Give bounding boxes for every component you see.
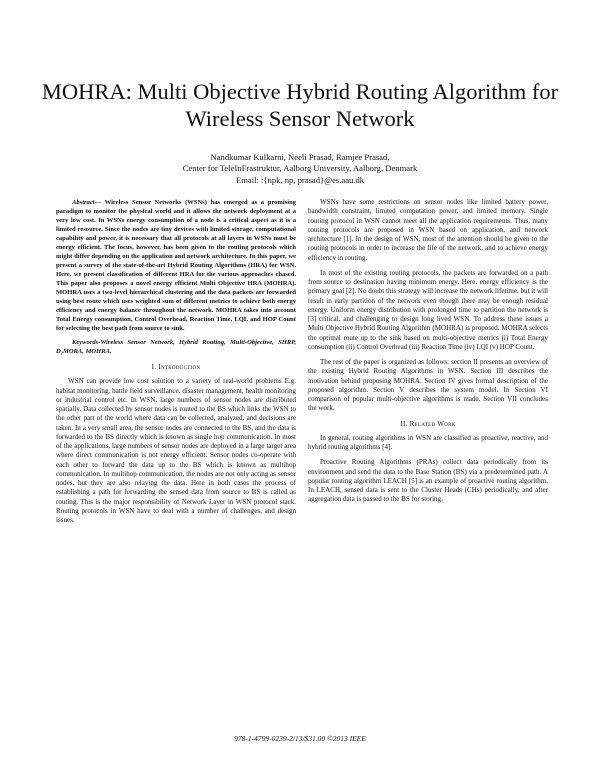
related-work-paragraph-2: Proactive Routing Algorithms (PRAs) collect data periodically from its environment and send the data to the Base Station (BS) via a predetermined path. A popular routing algorithm LEACH [5] is an example of proactive routing algorithm. In LEACH, sensed data is sent to the Cluster Heads (CHs) periodically, and after aggregation data is passed to the BS for storing. (308, 458, 548, 504)
left-column (56, 198, 296, 531)
related-work-paragraph-1: In general, routing algorithms in WSN are classified as proactive, reactive, and hybrid routing algorithms [4]. (308, 433, 548, 451)
paragraph-organization: The rest of the paper is organized as follows: section II presents an overview of the existing Hybrid Routing Algorithms in WSN. Section III describes the motivation behind proposing MOHRA. Section IV gives formal description of the proposed algorithm. Section V describes the system model. In Section VI comparison of popular multi-objective algorithms is made. Section VII concludes the work. (308, 358, 548, 413)
paragraph-existing-protocols: In most of the existing routing protocols, the packets are forwarded on a path from source to destination having minimum energy. Here, energy efficiency is the primary goal [2]. No doubt this strategy will increase the network lifetime, but it will result in early partition of the network even though there may be enough residual energy. Uniform energy distribution with prolonged time to partition the network is [3] critical, and challenging to design long lived WSN. To address these issues a Multi Objective Hybrid Routing Algorithm (MOHRA) is proposed. MOHRA selects the optimal route up to the sink based on multi-objective metrics (i) Total Energy consumption (ii) Control Overhead (iii) Reaction Time (iv) LQI (v) HOP Count. (308, 268, 548, 351)
section-heading-related-work: II. Related Work (400, 419, 456, 428)
paper-title: MOHRA: Multi Objective Hybrid Routing Algorithm for Wireless Sensor Network (41, 79, 559, 131)
author-block (100, 152, 500, 186)
keywords (56, 338, 296, 356)
keywords-label: Keywords- (72, 339, 101, 346)
page-footer: 978-1-4799-0239-2/13/$31.00 ©2013 IEEE (234, 734, 366, 743)
paragraph-restrictions: WSNs have some restrictions on sensor nodes like limited battery power, bandwidth constraint, limited computation power, and limited memory. Single routing protocol in WSN cannot meet all the application requirements. Thus, many routing protocols are proposed in WSN based on application, and network architecture [1]. In the design of WSN, most of the attention should be given to the routing protocols in order to increase the life of the network, and to achieve energy efficiency in routing. (308, 198, 548, 262)
abstract (56, 198, 296, 333)
introduction-paragraph: WSN can provide low cost solution to a variety of real-world problems E.g. habitat monitoring, battle field surveillance, disaster management, health monitoring or industrial control etc. In WSN, large numbers of sensor nodes are distributed spatially. Data collected by sensor nodes is routed to the BS which links the WSN to the other part of the world where data can be collected, analyzed, and decisions are taken. In a very small area, the sensor nodes are connected to the BS, and the data is forwarded to the BS directly which is known as single hop communication. In most of the applications, large numbers of sensor nodes are deployed in a large target area where direct communication is not energy efficient. Sensor nodes co-operate with each other to forward the data up to the BS which is known as multihop communication. In multihop communication, the nodes are not only acting as sensor nodes, but they are also relaying the data. Here in both cases the process of establishing a path for forwarding the sensed data from source to BS is called as routing. This is the major responsibility of Network Layer in WSN protocol stack. Routing protocols in WSN have to deal with a number of challenges, and design issues. (56, 377, 296, 524)
abstract-text: — Wireless Sensor Networks (WSNs) has emerged as a promising paradigm to monitor the physical world and it allows the network deployment at a very low cost. In WSNs energy consumption of a node is a critical aspect as it is a limited resource. Since the nodes are tiny devices with limited storage, computational capability and power, it is necessary that all protocols at all layers in WSNs must be energy efficient. The focus, however, has been given to the routing protocols which might differ depending on the application and network architecture. In this paper, we present a survey of the state-of-the-art Hybrid Routing Algorithms (HRA) for WSN. Here, we present classification of different HRA for the various approaches chased. This paper also proposes a novel energy efficient Multi Objective HRA (MOHRA). MOHRA uses a two-level hierarchical clustering and the data packets are forwarded using best route which uses weighted sum of different metrics to achieve both energy efficiency and energy balance throughout the network. MOHRA takes into account Total Energy consumption, Control Overhead, Reaction Time, LQI, and HOP Count for selecting the best path from source to sink. (56, 199, 296, 332)
author-email: Email: :{npk, np, prasad}@es.aau.dk (235, 174, 365, 185)
abstract-label: Abstract (72, 199, 95, 206)
keywords-text: Wireless Sensor Network, Hybrid Routing, Multi-Objective, SHRP, D₂MORA, MOHRA. (56, 339, 296, 355)
author-affiliation: Center for TeleInFrastruktur, Aalborg University, Aalborg, Denmark (182, 163, 418, 174)
section-heading-introduction: I. Introduction (151, 363, 201, 371)
author-names: Nandkumar Kulkarni, Neeli Prasad, Ramjee Prasad, (210, 152, 390, 162)
right-column (308, 198, 548, 511)
